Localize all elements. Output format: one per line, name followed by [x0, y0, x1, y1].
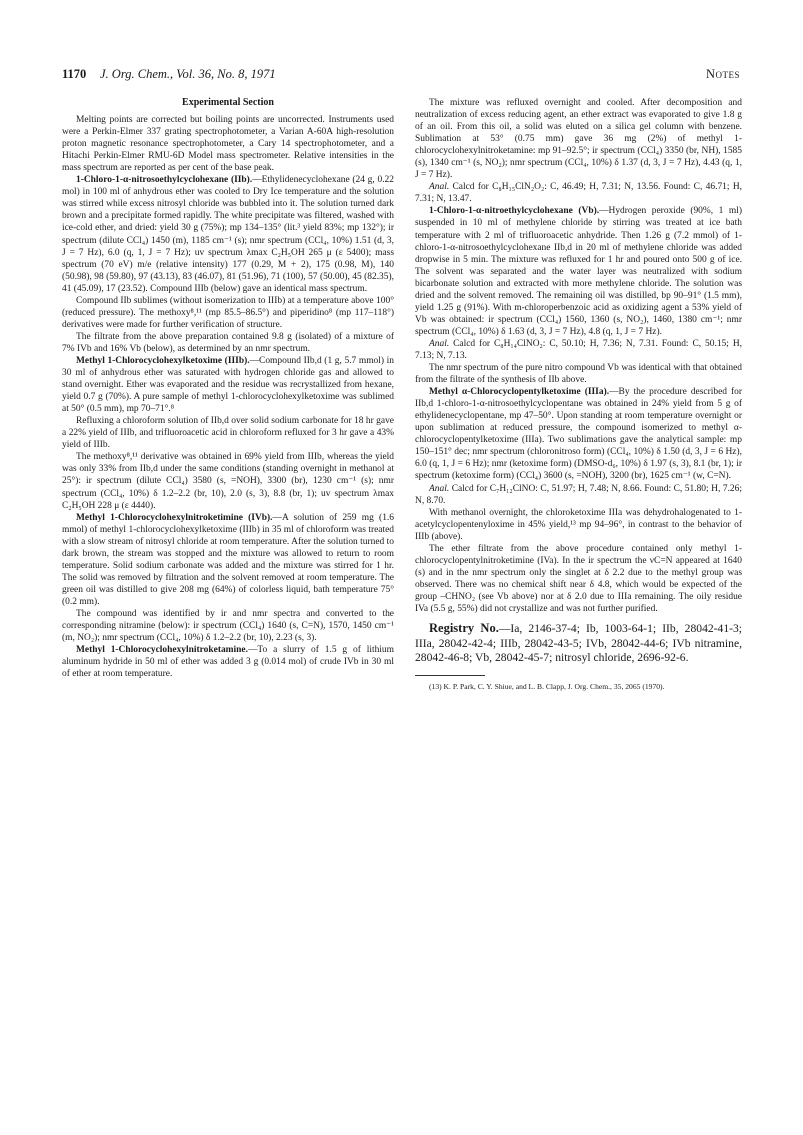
paragraph-heading: Methyl 1-Chlorocyclohexylketoxime (IIIb). [76, 355, 250, 366]
paragraph-text: With methanol overnight, the chloroketoxime IIIa was dehydrohalogenated to 1-acetylcyclopentenyloxime in 45% yield,¹³ mp 94–96°, in contrast to the behavior of IIIb (above). [415, 507, 742, 542]
paragraph-text: —Ethylidenecyclohexane (24 g, 0.22 mol) in 100 ml of anhydrous ether was cooled to Dry Ice temperature and the solution was stirred while excess nitrosyl chloride was bubbled into it. The solution turned dark brown and a precipitate formed rapidly. The white precipitate was filtered, washed with ice-cold ether, and dried: yield 30 g (75%); mp 134–135° (lit.³ yield 83%; mp 132°); ir spectrum (dilute CCl₄) 1450 (m), 1185 cm⁻¹ (s); nmr spectrum (CCl₄, 10%) 1.51 (d, 3, J = 7 Hz), 6.0 (q, 1, J = 7 Hz); uv spectrum λmax C₂H₅OH 265 μ (ε 5400); mass spectrum (70 eV) m/e (relative intensity) 177 (0.29, M + 2), 175 (0.98, M), 140 (50.98), 98 (59.80), 97 (43.13), 83 (46.07), 81 (51.96), 71 (100), 57 (50.00), 45 (82.35), 41 (45.09), 17 (23.52). Compound IIIb (below) gave an identical mass spectrum. [62, 175, 394, 294]
paragraph [62, 644, 394, 680]
paragraph-heading: Anal. [429, 483, 450, 494]
footnote: (13) K. P. Park, C. Y. Shiue, and L. B. Clapp, J. Org. Chem., 35, 2065 (1970). [429, 681, 665, 691]
paragraph [415, 362, 742, 386]
paragraph [415, 507, 742, 543]
page-header [62, 67, 740, 87]
paragraph-heading: Anal. [429, 338, 450, 349]
paragraph-heading: Anal. [429, 182, 450, 193]
paragraph-text: Melting points are corrected but boiling points are uncorrected. Instruments used were a Perkin-Elmer 337 grating spectrophotometer, a Varian A-60A high-resolution proton magnetic resonance spectrophotometer, a Cary 14 spectrophotometer, and a Hitachi Perkin-Elmer RMU-6D Model mass spectrometer. Relative intensities in the mass spectrum are reported as per cent of the base peak. [62, 115, 394, 174]
paragraph-heading: 1-Chloro-1-α-nitrosoethylcyclohexane (IIb). [76, 175, 253, 186]
paragraph-text: Calcd for C₇H₁₂ClNO: C, 51.97; H, 7.48; N, 8.66. Found: C, 51.80; H, 7.26; N, 8.70. [415, 483, 742, 506]
paragraph [415, 205, 742, 338]
page-number: 1170 [62, 67, 87, 81]
registry-numbers [415, 621, 742, 666]
paragraph [415, 338, 742, 362]
registry-heading: Registry No. [429, 621, 499, 636]
paragraph [62, 295, 394, 331]
paragraph [62, 331, 394, 355]
paragraph-text: The compound was identified by ir and nmr spectra and converted to the corresponding nitramine (below): ir spectrum (CCl₄) 1640 (s, C=N), 1570, 1450 cm⁻¹ (m, NO₂); nmr spectrum (CCl₄, 10%) δ 1.2–2.2 (br, 10), 2.23 (s, 3). [62, 608, 394, 644]
paragraph-text: Calcd for C₈H₁₄ClNO₂: C, 50.10; H, 7.36; N, 7.31. Found: C, 50.15; H, 7.13; N, 7.13. [415, 338, 742, 361]
paragraph [62, 451, 394, 511]
section-title: Experimental Section [182, 97, 274, 108]
paragraph [415, 181, 742, 205]
journal-citation: J. Org. Chem., Vol. 36, No. 8, 1971 [100, 67, 276, 81]
right-column [415, 97, 742, 692]
paragraph [415, 543, 742, 615]
paragraph-heading: Methyl α-Chlorocyclopentylketoxime (IIIa). [429, 387, 610, 398]
paragraph-text: —Compound IIb,d (1 g, 5.7 mmol) in 30 ml of anhydrous ether was saturated with hydrogen chloride gas and allowed to stand overnight. Ether was evaporated and the residue was recrystallized from hexane, yield 0.7 g (70%). A pure sample of methyl 1-chlorocyclohexylketoxime was sublimed at 50° (0.5 mm), mp 70–71°.⁸ [62, 355, 394, 415]
paragraph [62, 114, 394, 174]
section-name: Notes [705, 67, 740, 81]
paragraph-text: The nmr spectrum of the pure nitro compound Vb was identical with that obtained from the filtrate of the synthesis of IIb above. [415, 363, 742, 386]
left-column [62, 97, 394, 680]
right-paragraphs [415, 97, 742, 615]
paragraph [415, 386, 742, 482]
paragraph-heading: 1-Chloro-1-α-nitroethylcyclohexane (Vb). [429, 206, 600, 217]
paragraph-heading: Methyl 1-Chlorocyclohexylnitroketamine. [76, 645, 248, 656]
paragraph [62, 415, 394, 451]
paragraph [415, 97, 742, 181]
paragraph-text: The methoxy⁸,¹¹ derivative was obtained in 69% yield from IIIb, whereas the yield was only 33% from IIb,d under the same conditions (standing overnight in methanol at 25°): ir spectrum (dilute CCl₄) 3580 (s, =NOH), 3300 (br), 1230 cm⁻¹ (s); nmr spectrum (CCl₄, 10%) δ 1.2–2.2 (br, 10), 2.0 (s, 3), 8.8 (br, 1); uv spectrum λmax C₂H₅OH 228 μ (ε 4440). [62, 452, 394, 511]
paragraph-text: —To a slurry of 1.5 g of lithium aluminum hydride in 50 ml of ether was added 3 g (0.014 mol) of crude IVb in 30 ml of ether at room temperature. [62, 645, 394, 680]
paragraph-text: Refluxing a chloroform solution of IIb,d over solid sodium carbonate for 18 hr gave a 22% yield of IIIb, and trifluoroacetic acid in chloroform refluxed for 3 hr gave a 43% yield of IIIb. [62, 416, 394, 451]
paragraph-text: The mixture was refluxed overnight and cooled. After decomposition and neutralization of excess reducing agent, an ether extract was evaporated to give 1.8 g of an oil. From this oil, a solid was eluted on a silica gel column with benzene. Sublimation at 53° (0.75 mm) gave 36 mg (2%) of methyl 1-chlorocyclohexylnitroketamine: mp 91–92.5°; ir spectrum (CCl₄) 3350 (br, NH), 1585 (s), 1340 cm⁻¹ (s, NO₂); nmr spectrum (CCl₄, 10%) δ 1.37 (d, 3, J = 7 Hz), 4.43 (q, 1, J = 7 Hz). [415, 98, 742, 181]
paragraph [62, 608, 394, 644]
paragraph [62, 512, 394, 608]
footnote-rule [415, 675, 485, 676]
registry-text: —Ia, 2146-37-4; Ib, 1003-64-1; IIb, 28042-41-3; IIIa, 28042-42-4; IIIb, 28042-43-5; IVb, 28042-44-6; IVb nitramine, 28042-46-8; Vb, 28042-45-7; nitrosyl chloride, 2696-92-6. [415, 622, 742, 665]
paragraph [415, 483, 742, 507]
paragraph [62, 174, 394, 294]
paragraph-text: The filtrate from the above preparation contained 9.8 g (isolated) of a mixture of 7% IVb and 16% Vb (below), as determined by an nmr spectrum. [62, 331, 394, 354]
paragraph-text: —By the procedure described for IIb,d 1-chloro-1-α-nitrosoethylcyclopentane was obtained in 24% yield from 5 g of ethylidenecyclopentane, mp 47–50°. Upon standing at room temperature overnight or upon sublimation at reduced pressure, the compound isomerized to methyl α-chlorocyclopentylketoxime (IIIa). Two sublimations gave the analytical sample: mp 150–151° dec; nmr spectrum (chloronitroso form) (CCl₄, 10%) δ 1.50 (d, 3, J = 6 Hz), 6.0 (q, 1, J = 6 Hz); nmr (ketoxime form) (DMSO-d₆, 10%) δ 1.97 (s, 3), 8.1 (br, 1); ir spectrum (ketoxime form) (CCl₄) 3600 (s, =NOH), 3200 (br), 1625 cm⁻¹ (w, C=N). [415, 387, 743, 482]
left-paragraphs [62, 114, 394, 680]
paragraph-text: Compound IIb sublimes (without isomerization to IIIb) at a temperature above 100° (reduced pressure). The methoxy⁸,¹¹ (mp 85.5–86.5°) and piperidino⁸ (mp 117–118°) derivatives were made for further verification of structure. [62, 295, 394, 330]
paragraph-text: —A solution of 259 mg (1.6 mmol) of methyl 1-chlorocyclohexylketoxime (IIIb) in 35 ml of chloroform was treated with a slow stream of nitrosyl chloride at room temperature. After the solution turned to dark brown, the stream was stopped and the mixture was allowed to return to room temperature. Solid sodium carbonate was added and the mixture was stirred for 1 hr. The solid was removed by filtration and the solvent removed at room temperature. The green oil was distilled to give 208 mg (64%) of colorless liquid, bath temperature 75° (0.2 mm). [62, 512, 394, 607]
paragraph-text: The ether filtrate from the above procedure contained only methyl 1-chlorocyclopentylnitroketimine (IVa). In the ir spectrum the νC=N appeared at 1640 (s) and in the nmr spectrum only the singlet at δ 2.2 due to the methyl group was observed. There was no chemical shift near δ 4.8, which would be expected of the group –CHNO₂ (see Vb above) nor at δ 2.0 due to IIIa remaining. The oily residue IVa (5.5 g, 55%) did not crystallize and was not further purified. [415, 543, 742, 614]
paragraph-text: —Hydrogen peroxide (90%, 1 ml) suspended in 10 ml of methylene chloride by stirring was treated at ice bath temperature with 2 ml of trifluoroacetic anhydride. Then 1.26 g (7.2 mmol) of 1-chloro-1-α-nitrosoethylcyclohexane IIb,d in 20 ml of methylene chloride was added dropwise in 5 min. The mixture was refluxed for 1 hr and poured onto 500 g of ice. The solvent was separated and the water layer was neutralized with sodium bicarbonate solution and extracted with more methylene chloride. The solution was dried and the solvent removed. The remaining oil was distilled, bp 90–91° (1.5 mm), yield 1.25 g (91%). With m-chloroperbenzoic acid as oxidizing agent a 53% yield of Vb was obtained: ir spectrum (CCl₄) 1560, 1360 (s, NO₂), 1460, 1380 cm⁻¹; nmr spectrum (CCl₄, 10%) δ 1.63 (d, 3, J = 7 Hz), 4.8 (q, 1, J = 7 Hz). [415, 206, 742, 337]
paragraph-heading: Methyl 1-Chlorocyclohexylnitroketimine (IVb). [76, 512, 273, 523]
paragraph [62, 355, 394, 415]
paragraph-text: Calcd for C₈H₁₅ClN₂O₂: C, 46.49; H, 7.31; N, 13.56. Found: C, 46.71; H, 7.31; N, 13.47. [415, 182, 742, 205]
